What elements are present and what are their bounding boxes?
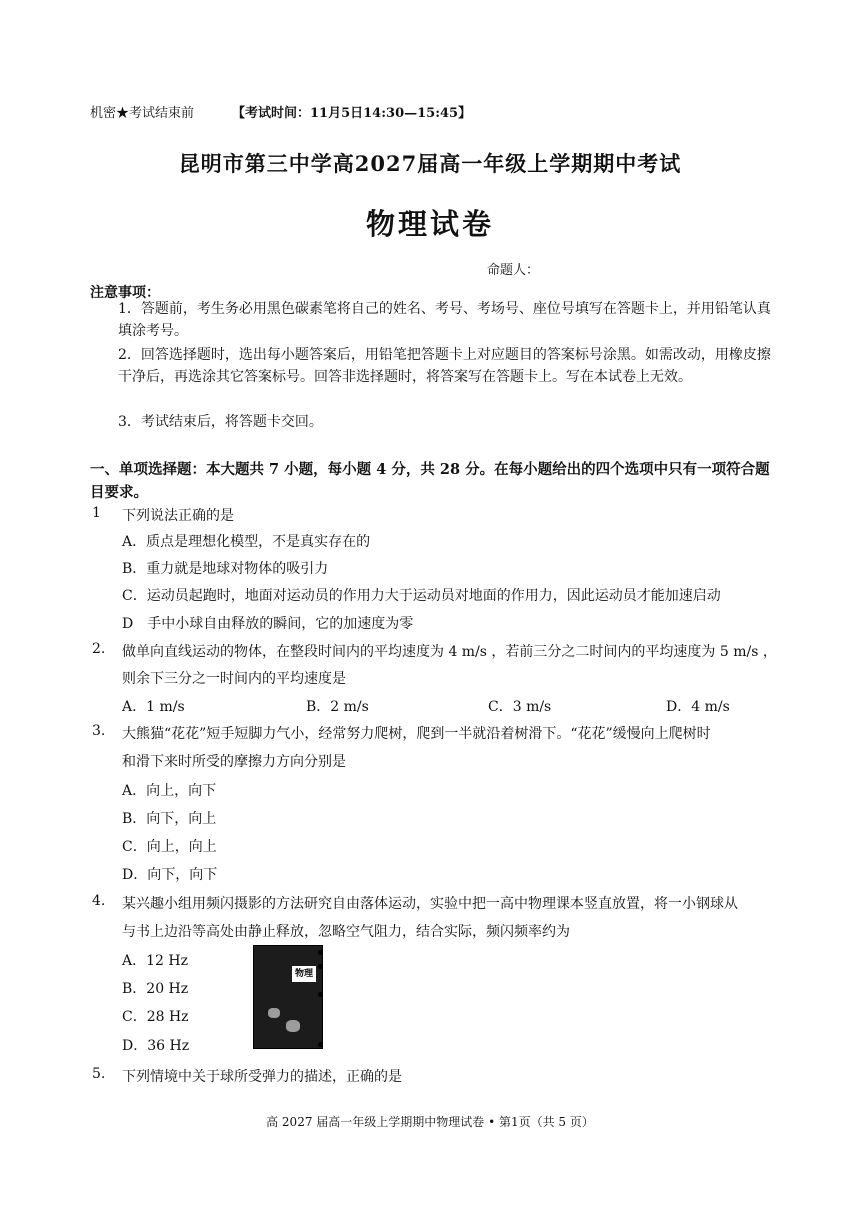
- exam-time: 【考试时间：11月5日14:30—15:45】: [232, 106, 472, 121]
- photo-reflection: [268, 1008, 280, 1018]
- option-b: B．向下，向上: [122, 811, 217, 827]
- notice-item: 3．考试结束后，将答题卡交回。: [118, 414, 323, 430]
- question-stem: 和滑下来时所受的摩擦力方向分别是: [122, 754, 346, 770]
- option-d: D 手中小球自由释放的瞬间，它的加速度为零: [122, 616, 414, 632]
- notice-item: 1．答题前，考生务必用黑色碳素笔将自己的姓名、考号、考场号、座位号填写在答题卡上，并用铅笔认真填涂考号。: [118, 301, 771, 339]
- option-a: A．12 Hz: [122, 953, 188, 969]
- option-d: D．36 Hz: [122, 1038, 190, 1054]
- question-number: 2.: [92, 641, 106, 657]
- notice-item: 2．回答选择题时，选出每小题答案后，用铅笔把答题卡上对应题目的答案标号涂黑。如需改动，用橡皮擦干净后，再选涂其它答案标号。回答非选择题时，将答案写在答题卡上。写在本试卷上无效。: [118, 347, 771, 385]
- option-b: B．20 Hz: [122, 981, 189, 997]
- option-d: D．4 m/s: [666, 699, 730, 715]
- exam-title: 昆明市第三中学高2027届高一年级上学期期中考试: [178, 151, 682, 176]
- confidential-label: 机密★考试结束前: [90, 106, 195, 121]
- question-stem: 则余下三分之一时间内的平均速度是: [122, 671, 346, 687]
- question-number: 5.: [92, 1066, 106, 1082]
- question-stem: 做单向直线运动的物体，在整段时间内的平均速度为 4 m/s ，若前三分之二时间内的平均速度为 5 m/s ，: [122, 644, 777, 660]
- question-stem: 某兴趣小组用频闪摄影的方法研究自由落体运动，实验中把一高中物理课本竖直放置，将一小钢球从: [122, 896, 738, 912]
- question-number: 3.: [92, 723, 106, 739]
- option-c: C．3 m/s: [488, 699, 552, 715]
- page-footer: 高 2027 届高一年级上学期期中物理试卷 • 第1页（共 5 页）: [266, 1115, 594, 1129]
- strobe-ball: [318, 950, 323, 955]
- option-b: B．重力就是地球对物体的吸引力: [122, 561, 329, 577]
- strobe-ball: [318, 964, 323, 969]
- strobe-ball: [318, 992, 323, 997]
- question-stem: 下列情境中关于球所受弹力的描述，正确的是: [122, 1069, 402, 1085]
- option-a: A．质点是理想化模型，不是真实存在的: [122, 534, 371, 550]
- section-heading: 一、单项选择题：本大题共 7 小题，每小题 4 分，共 28 分。在每小题给出的四个选项中只有一项符合题目要求。: [90, 461, 770, 501]
- book-cover-label: 物理: [292, 966, 316, 982]
- option-d: D．向下，向下: [122, 867, 218, 883]
- question-stem: 大熊猫“花花”短手短脚力气小，经常努力爬树，爬到一半就沿着树滑下。“花花”缓慢向上爬树时: [122, 726, 711, 742]
- setter-label: 命题人：: [487, 263, 540, 278]
- question-number: 4.: [92, 893, 106, 909]
- strobe-photo: [253, 945, 323, 1049]
- option-a: A．向上，向下: [122, 783, 217, 799]
- question-stem: 与书上边沿等高处由静止释放，忽略空气阻力，结合实际，频闪频率约为: [122, 924, 570, 940]
- notice-title: 注意事项：: [90, 285, 160, 301]
- option-a: A．1 m/s: [122, 699, 185, 715]
- option-b: B．2 m/s: [306, 699, 369, 715]
- option-c: C．向上，向上: [122, 839, 217, 855]
- subject-title: 物理试卷: [365, 207, 494, 241]
- option-c: C．28 Hz: [122, 1009, 189, 1025]
- strobe-ball: [318, 1042, 323, 1047]
- question-stem: 下列说法正确的是: [122, 508, 234, 524]
- question-number: 1: [92, 505, 101, 521]
- photo-reflection: [286, 1020, 300, 1032]
- option-c: C．运动员起跑时，地面对运动员的作用力大于运动员对地面的作用力，因此运动员才能加速启动: [122, 588, 721, 604]
